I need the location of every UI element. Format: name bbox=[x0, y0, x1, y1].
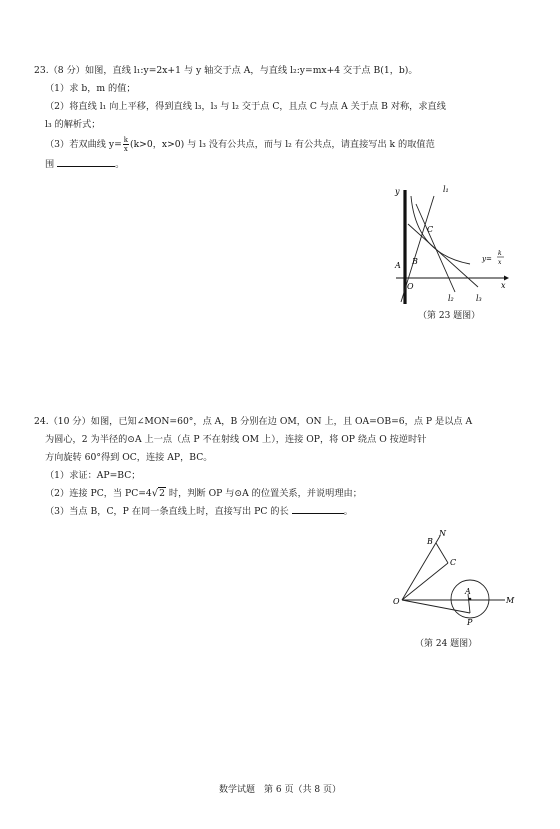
curve-denominator: x bbox=[498, 259, 502, 266]
q23-answer-blank[interactable] bbox=[57, 156, 115, 167]
segment-BC bbox=[436, 543, 448, 563]
label-x: x bbox=[501, 281, 506, 290]
q23-figure bbox=[388, 182, 513, 307]
label-O: O bbox=[393, 597, 400, 606]
q23-stem: 23.（8 分）如图，直线 l₁:y=2x+1 与 y 轴交于点 A，与直线 l₂:y=mx+4 交于点 B(1，b)。 bbox=[34, 65, 418, 76]
segment-OC bbox=[402, 563, 448, 600]
x-axis-arrow bbox=[504, 276, 509, 281]
label-A: A bbox=[395, 261, 401, 270]
q24-line2: 为圆心，2 为半径的⊙A 上一点（点 P 不在射线 OM 上），连接 OP，将 OP 绕点 O 按逆时针 bbox=[45, 434, 427, 445]
label-C: C bbox=[427, 225, 434, 234]
segment-AP bbox=[468, 594, 470, 613]
label-A: A bbox=[465, 587, 471, 596]
label-origin: O bbox=[407, 282, 414, 291]
q24-line1: 24.（10 分）如图，已知∠MON=60°，点 A，B 分别在边 OM，ON 上，且 OA=OB=6，点 P 是以点 A bbox=[34, 416, 473, 427]
ray-ON bbox=[402, 536, 440, 600]
label-P: P bbox=[467, 618, 473, 627]
q24-figure bbox=[392, 526, 517, 631]
question-23 bbox=[34, 62, 529, 174]
label-l2: l₂ bbox=[448, 294, 454, 303]
label-B: B bbox=[427, 537, 433, 546]
q24-answer-blank[interactable] bbox=[292, 503, 344, 514]
label-B: B bbox=[412, 257, 418, 266]
page-footer: 数学试题 第 6 页（共 8 页） bbox=[219, 785, 341, 795]
question-24 bbox=[34, 413, 529, 521]
q23-part1: （1）求 b，m 的值； bbox=[45, 83, 136, 94]
q23-part2-line2: l₃ 的解析式； bbox=[45, 119, 101, 130]
q24-part2-text-a: （2）连接 PC，当 PC=4 bbox=[45, 488, 152, 499]
label-l1: l₁ bbox=[443, 185, 449, 194]
q23-part2-line1: （2）将直线 l₁ 向上平移，得到直线 l₃，l₃ 与 l₂ 交于点 C，且点 C 与点 A 关于点 B 对称，求直线 bbox=[45, 101, 446, 112]
q23-caption: （第 23 题图） bbox=[418, 311, 481, 321]
q23-fraction: $\frac{k}{x}$ bbox=[123, 136, 129, 153]
q24-part3-text: （3）当点 B，C，P 在同一条直线上时，直接写出 PC 的长 bbox=[45, 506, 289, 517]
q24-part3: （3）当点 B，C，P 在同一条直线上时，直接写出 PC 的长 。 bbox=[34, 503, 529, 521]
curve-label: y= bbox=[482, 255, 492, 263]
q24-caption: （第 24 题图） bbox=[415, 639, 478, 649]
label-M: M bbox=[506, 596, 515, 605]
q24-line3: 方向旋转 60°得到 OC，连接 AP，BC。 bbox=[45, 452, 213, 463]
center-A-dot bbox=[469, 598, 472, 601]
q24-sqrt-value: 2 bbox=[159, 488, 166, 499]
line-l3 bbox=[416, 204, 455, 292]
q24-part1: （1）求证：AP=BC； bbox=[45, 470, 141, 481]
label-C: C bbox=[450, 558, 457, 567]
q23-part3-text-b: (k>0，x>0) 与 l₃ 没有公共点，而与 l₂ 有公共点，请直接写出 k 的取值范 bbox=[130, 139, 435, 150]
q23-part3 bbox=[34, 134, 529, 156]
q23-part3-text-a: （3）若双曲线 y= bbox=[45, 139, 122, 150]
segment-OP bbox=[402, 600, 470, 613]
curve-numerator: k bbox=[498, 250, 502, 257]
label-y: y bbox=[395, 187, 400, 196]
label-N: N bbox=[439, 529, 446, 538]
q23-part3-line2: 围 。 bbox=[34, 156, 529, 174]
label-l3: l₃ bbox=[476, 294, 482, 303]
q24-part2-text-b: 时，判断 OP 与⊙A 的位置关系，并说明理由； bbox=[166, 488, 362, 499]
q24-part2: （2）连接 PC，当 PC=4√2 时，判断 OP 与⊙A 的位置关系，并说明理由； bbox=[45, 488, 362, 499]
q23-part3-line2-text: 围 bbox=[45, 159, 55, 170]
